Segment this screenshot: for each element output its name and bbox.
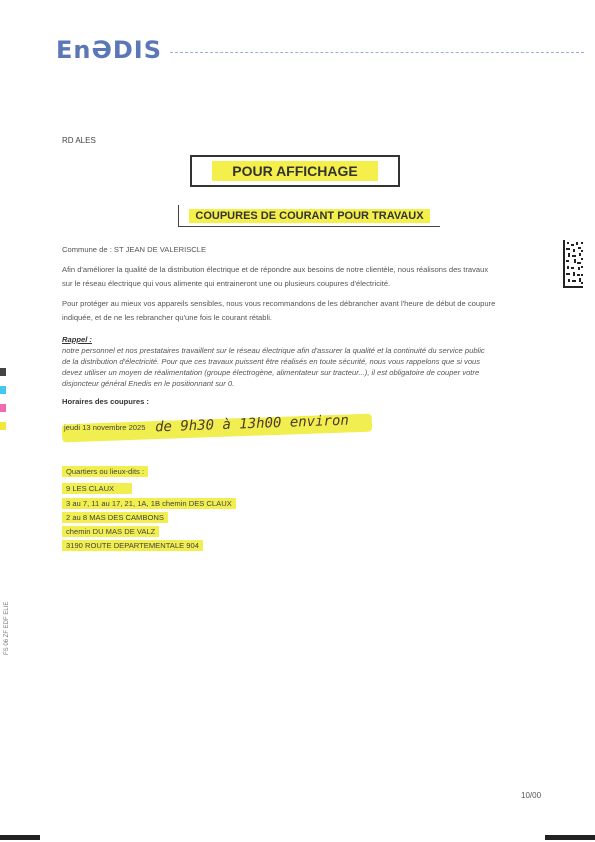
schedule-date: jeudi 13 novembre 2025 (64, 423, 146, 432)
schedule-label: Horaires des coupures : (62, 397, 149, 406)
side-code: FS 06 ZF EDF ELIE (4, 601, 10, 655)
paragraph-1 (62, 263, 488, 291)
place-item (62, 483, 132, 494)
header-divider (170, 52, 584, 54)
paragraph-1-line-1: Afin d'améliorer la qualité de la distribution électrique et de répondre aux besoins de notre clientèle, nous réalisons des travaux (62, 265, 489, 274)
place-item-text: chemin DU MAS DE VALZ (62, 526, 159, 537)
paragraph-2-line-1: Pour protéger au mieux vos appareils sensibles, nous vous recommandons de les débrancher avant l'heure de début de coupure (62, 299, 496, 308)
reminder-line-1: notre personnel et nos prestataires travaillent sur le réseau électrique afin d'assurer la qualité et la continuité du service public (62, 346, 485, 355)
paragraph-2 (62, 297, 495, 325)
datamatrix-code (563, 240, 583, 288)
footer-scan-bar-left (0, 835, 40, 840)
reminder-line-2: de la distribution d'électricité. Pour que ces travaux puissent être réalisés en toute sécurité, nous vous rappelons que si vous (62, 357, 481, 366)
place-item (62, 540, 203, 551)
commune: Commune de : ST JEAN DE VALERISCLE (62, 245, 207, 254)
print-mark-magenta (0, 404, 6, 412)
place-item-text: 3190 ROUTE DEPARTEMENTALE 904 (62, 540, 203, 551)
reminder-label: Rappel : (62, 335, 92, 344)
paragraph-2-line-2: indiquée, et de ne les rebrancher qu'une fois le courant rétabli. (62, 313, 272, 322)
place-item (62, 512, 168, 523)
page-number: 10/00 (521, 791, 542, 800)
places-label-text: Quartiers ou lieux-dits : (62, 466, 148, 477)
sender: RD ALES (62, 136, 96, 145)
place-item (62, 526, 159, 537)
title-box (190, 155, 400, 187)
schedule-handwritten-time: de 9h30 à 13h00 environ (154, 412, 350, 436)
print-mark-yellow (0, 422, 6, 430)
place-item-text: 9 LES CLAUX (62, 483, 132, 494)
reminder (62, 334, 485, 389)
place-item-text: 2 au 8 MAS DES CAMBONS (62, 512, 168, 523)
print-mark-black (0, 368, 6, 376)
places-label (62, 466, 148, 477)
paragraph-1-line-2: sur le réseau électrique qui vous alimente qui entraineront une ou plusieurs coupures d'électricité. (62, 279, 391, 288)
enedis-logo: EnƏDIS (56, 36, 162, 64)
reminder-line-3: devez utiliser un moyen de réalimentation (groupe électrogène, alimentateur sur tracteur...), il est obligatoire de couper votre (62, 368, 480, 377)
page-title: POUR AFFICHAGE (212, 161, 377, 181)
print-mark-cyan (0, 386, 6, 394)
footer-scan-bar-right (545, 835, 595, 840)
page-subtitle: COUPURES DE COURANT POUR TRAVAUX (189, 209, 429, 223)
subtitle-box (178, 205, 440, 227)
reminder-line-4: disjoncteur général Enedis en le positionnant sur 0. (62, 379, 235, 388)
place-item (62, 498, 236, 509)
place-item-text: 3 au 7, 11 au 17, 21, 1A, 1B chemin DES CLAUX (62, 498, 236, 509)
